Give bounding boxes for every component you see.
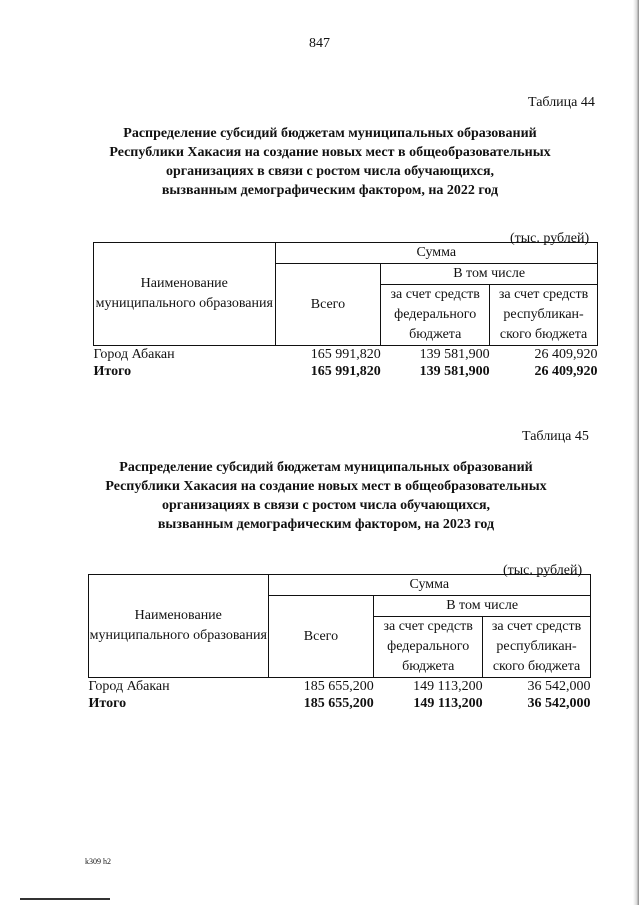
row-total: 185 655,200	[303, 696, 374, 711]
table-row-total	[89, 695, 591, 712]
row-name: Город Абакан	[93, 347, 175, 362]
header-sum: Сумма	[275, 243, 597, 264]
row-federal: 139 581,900	[419, 347, 490, 362]
scan-edge-shadow	[633, 0, 639, 905]
title-line: вызванным демографическим фактором, на 2023 год	[157, 517, 495, 532]
row-federal: 139 581,900	[419, 364, 490, 379]
header-republic: за счет средств республикан-ского бюджета	[483, 617, 591, 678]
header-federal: за счет средств федерального бюджета	[374, 617, 483, 678]
table-45-label: Таблица 45	[522, 429, 589, 444]
header-total: Всего	[275, 264, 381, 346]
table-row	[89, 678, 591, 696]
table-44	[93, 242, 598, 380]
row-total: 165 991,820	[310, 347, 381, 362]
row-federal: 149 113,200	[413, 679, 483, 694]
header-name: Наименование муниципального образования	[89, 575, 269, 678]
table-row	[94, 346, 598, 364]
row-name: Город Абакан	[88, 679, 170, 694]
row-name: Итого	[88, 696, 127, 711]
scan-bottom-mark	[20, 898, 110, 900]
title-line: Республики Хакасия на создание новых мест в общеобразовательных	[105, 479, 547, 494]
row-republic: 26 409,920	[534, 347, 598, 362]
title-line: организациях в связи с ростом числа обучающихся,	[161, 498, 491, 513]
title-line: Распределение субсидий бюджетам муниципальных образований	[119, 460, 533, 475]
header-federal: за счет средств федерального бюджета	[381, 285, 490, 346]
footer-code: k309 h2	[85, 857, 111, 866]
row-republic: 36 542,000	[527, 679, 591, 694]
title-line: вызванным демографическим фактором, на 2022 год	[161, 183, 499, 198]
row-federal: 149 113,200	[413, 696, 483, 711]
header-total: Всего	[268, 596, 374, 678]
title-line: Распределение субсидий бюджетам муниципальных образований	[123, 126, 537, 141]
row-republic: 36 542,000	[527, 696, 591, 711]
header-sum: Сумма	[268, 575, 590, 596]
title-line: организациях в связи с ростом числа обучающихся,	[165, 164, 495, 179]
row-name: Итого	[93, 364, 132, 379]
row-total: 165 991,820	[310, 364, 381, 379]
header-republic: за счет средств республикан-ского бюджета	[490, 285, 598, 346]
table-44-title	[40, 124, 620, 200]
header-including: В том числе	[381, 264, 598, 285]
table-row-total	[94, 363, 598, 380]
table-44-units: (тыс. рублей)	[510, 231, 590, 246]
header-including: В том числе	[374, 596, 591, 617]
table-44-label: Таблица 44	[528, 95, 595, 110]
table-45-units: (тыс. рублей)	[503, 563, 583, 578]
row-republic: 26 409,920	[534, 364, 598, 379]
title-line: Республики Хакасия на создание новых мест в общеобразовательных	[109, 145, 551, 160]
header-name: Наименование муниципального образования	[94, 243, 276, 346]
page-number: 847	[309, 36, 330, 51]
table-45	[88, 574, 591, 712]
table-45-title	[36, 458, 616, 534]
row-total: 185 655,200	[303, 679, 374, 694]
